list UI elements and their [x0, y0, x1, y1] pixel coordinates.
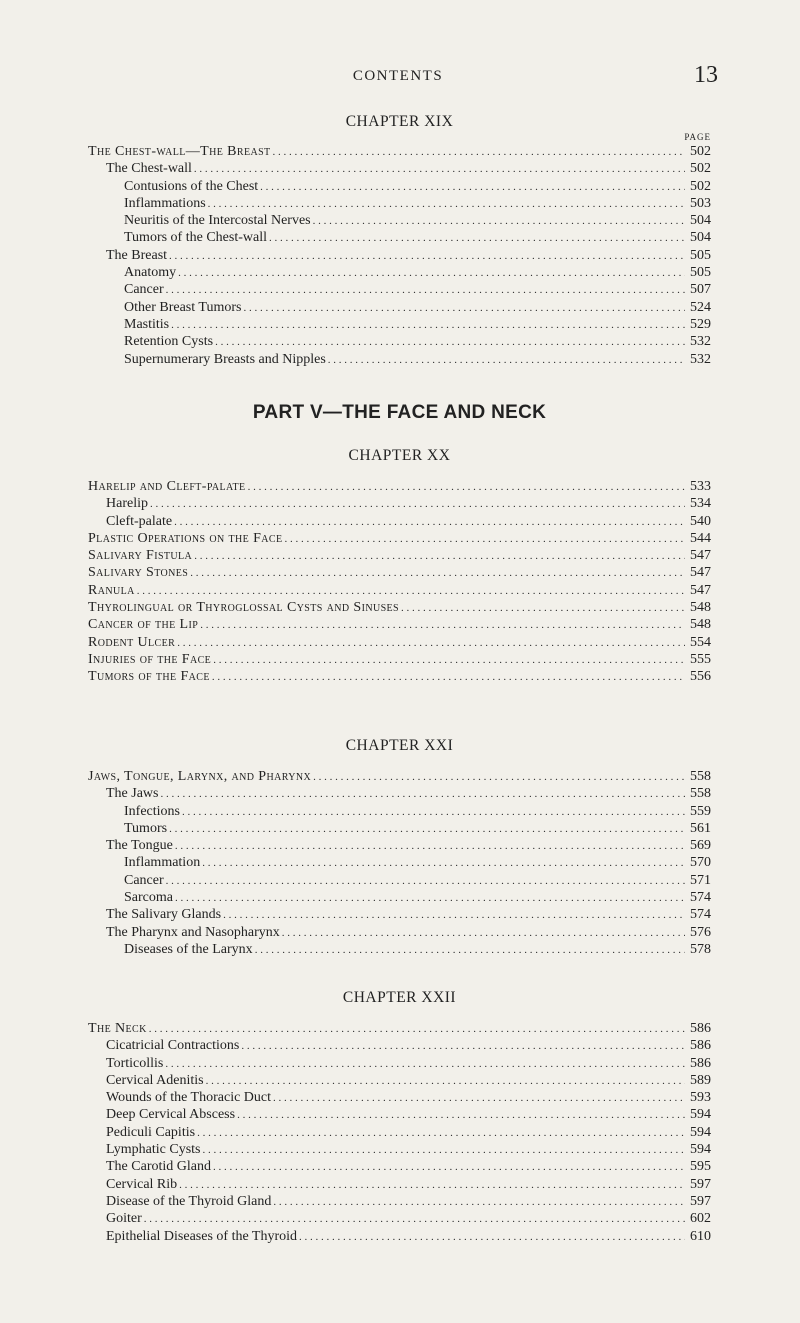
toc-entry-page: 610	[690, 1228, 711, 1244]
chapter-section	[88, 736, 711, 958]
toc-entry-title: Sarcoma	[124, 890, 173, 906]
toc-entry-title: Rodent Ulcer	[88, 634, 176, 650]
toc-entry	[88, 803, 711, 820]
toc-entry-title: Harelip	[106, 496, 148, 512]
toc-entry-title: Cervical Rib	[106, 1176, 178, 1192]
toc-entry-title: Cicatricial Contractions	[106, 1038, 240, 1054]
toc-entry	[88, 1124, 711, 1141]
toc-entry-title: The Tongue	[106, 838, 173, 854]
toc-entry-page: 586	[690, 1038, 711, 1054]
toc-entry	[88, 229, 711, 246]
dot-leader	[194, 161, 685, 177]
toc-entry-title: Torticollis	[106, 1055, 164, 1071]
dot-leader	[213, 1159, 685, 1175]
toc-entry-page: 569	[690, 838, 711, 854]
toc-entry	[88, 247, 711, 264]
dot-leader	[237, 1107, 685, 1123]
toc-entry	[88, 582, 711, 599]
toc-entry-title: Salivary Fistula	[88, 548, 193, 564]
toc-entry-page: 532	[690, 334, 711, 350]
dot-leader	[243, 300, 685, 316]
toc-entry-title: Harelip and Cleft-palate	[88, 479, 246, 494]
toc-entry-title: Thyrolingual or Thyroglossal Cysts and Sinuses	[88, 600, 399, 616]
toc-entry-page: 547	[690, 548, 711, 564]
toc-entry-title: Anatomy	[124, 265, 177, 281]
chapter-entries	[88, 1020, 711, 1245]
dot-leader	[179, 1177, 685, 1193]
toc-entry-page: 594	[690, 1124, 711, 1140]
toc-entry-page: 548	[690, 600, 711, 616]
dot-leader	[169, 248, 685, 264]
toc-entry-title: Epithelial Diseases of the Thyroid	[106, 1228, 298, 1244]
toc-entry-title: The Chest-wall—The Breast	[88, 144, 271, 159]
toc-entry-page: 548	[690, 617, 711, 633]
toc-entry	[88, 478, 711, 495]
toc-entry-page: 595	[690, 1159, 711, 1175]
toc-entry	[88, 854, 711, 871]
toc-entry-page: 589	[690, 1072, 711, 1088]
chapter-title: CHAPTER XX	[348, 447, 451, 464]
toc-entry-title: Disease of the Thyroid Gland	[106, 1193, 272, 1209]
toc-entry	[88, 906, 711, 923]
toc-entry-title: Cancer	[124, 282, 164, 298]
dot-leader	[175, 890, 685, 906]
toc-entry	[88, 889, 711, 906]
toc-entry-page: 574	[690, 890, 711, 906]
toc-entry-title: Tumors of the Face	[88, 669, 210, 685]
toc-entry	[88, 1141, 711, 1158]
toc-entry-title: Neuritis of the Intercostal Nerves	[124, 213, 311, 229]
toc-entry	[88, 1193, 711, 1210]
toc-entry-title: Tumors	[124, 820, 168, 836]
toc-entry-title: The Chest-wall	[106, 161, 192, 177]
dot-leader	[150, 496, 685, 512]
dot-leader	[313, 213, 685, 229]
dot-leader	[313, 769, 685, 785]
toc-entry-title: Cancer	[124, 872, 164, 888]
toc-entry-title: The Breast	[106, 247, 168, 263]
toc-entry-page: 576	[690, 924, 711, 940]
toc-entry	[88, 143, 711, 160]
chapter-entries	[88, 143, 711, 368]
toc-entry	[88, 768, 711, 785]
dot-leader	[208, 196, 685, 212]
dot-leader	[166, 873, 685, 889]
chapter-title: CHAPTER XIX	[345, 113, 454, 130]
dot-leader	[144, 1211, 685, 1227]
toc-entry-page: 529	[690, 316, 711, 332]
dot-leader	[202, 855, 685, 871]
toc-entry	[88, 1020, 711, 1037]
dot-leader	[269, 230, 685, 246]
toc-entry-page: 547	[690, 565, 711, 581]
toc-entry	[88, 513, 711, 530]
dot-leader	[182, 804, 685, 820]
toc-entry-title: Other Breast Tumors	[124, 299, 242, 315]
dot-leader	[169, 821, 685, 837]
toc-entry	[88, 785, 711, 802]
toc-entry-title: Deep Cervical Abscess	[106, 1107, 236, 1123]
dot-leader	[171, 317, 685, 333]
dot-leader	[248, 479, 685, 495]
dot-leader	[149, 1021, 685, 1037]
dot-leader	[190, 565, 685, 581]
toc-entry	[88, 1106, 711, 1123]
toc-entry	[88, 1228, 711, 1245]
toc-entry	[88, 1176, 711, 1193]
dot-leader	[215, 334, 685, 350]
toc-entry-page: 540	[690, 513, 711, 529]
toc-entry-page: 533	[690, 479, 711, 494]
toc-entry-page: 593	[690, 1090, 711, 1106]
toc-entry-page: 558	[690, 786, 711, 802]
toc-entry-page: 534	[690, 496, 711, 512]
toc-entry-title: Ranula	[88, 582, 135, 598]
toc-entry-title: Retention Cysts	[124, 334, 214, 350]
toc-entry-page: 578	[690, 941, 711, 957]
toc-entry-page: 544	[690, 530, 711, 546]
toc-entry	[88, 1158, 711, 1175]
toc-entry	[88, 1089, 711, 1106]
chapter-entries	[88, 478, 711, 686]
running-head	[88, 62, 718, 90]
toc-entry-page: 532	[690, 351, 711, 367]
toc-entry-page: 574	[690, 907, 711, 923]
dot-leader	[273, 144, 685, 160]
toc-entry	[88, 820, 711, 837]
toc-entry-page: 556	[690, 669, 711, 685]
toc-entry-page: 558	[690, 769, 711, 784]
toc-entry-title: Plastic Operations on the Face	[88, 530, 283, 546]
toc-entry-title: Wounds of the Thoracic Duct	[106, 1090, 272, 1106]
toc-entry-title: Jaws, Tongue, Larynx, and Pharynx	[88, 769, 312, 784]
running-head-title: CONTENTS	[352, 68, 444, 84]
toc-entry	[88, 264, 711, 281]
dot-leader	[273, 1194, 685, 1210]
toc-entry-page: 586	[690, 1055, 711, 1071]
toc-entry	[88, 599, 711, 616]
toc-entry	[88, 1037, 711, 1054]
dot-leader	[197, 1125, 685, 1141]
dot-leader	[175, 838, 685, 854]
toc-entry-title: Inflammations	[124, 195, 206, 211]
dot-leader	[200, 617, 685, 633]
toc-entry	[88, 1072, 711, 1089]
chapter-title: CHAPTER XXII	[342, 989, 457, 1006]
toc-entry-title: The Carotid Gland	[106, 1159, 211, 1175]
toc-entry-page: 594	[690, 1142, 711, 1158]
dot-leader	[161, 786, 686, 802]
chapter-title: CHAPTER XXI	[345, 737, 454, 754]
toc-entry-title: Mastitis	[124, 316, 170, 332]
toc-entry	[88, 333, 711, 350]
toc-entry-page: 594	[690, 1107, 711, 1123]
toc-entry-title: Injuries of the Face	[88, 651, 212, 667]
toc-entry-title: The Jaws	[106, 786, 159, 802]
toc-entry-page: 571	[690, 872, 711, 888]
toc-entry	[88, 872, 711, 889]
toc-entry-title: The Neck	[88, 1021, 147, 1036]
toc-entry	[88, 1055, 711, 1072]
dot-leader	[282, 925, 685, 941]
dot-leader	[255, 942, 685, 958]
dot-leader	[194, 548, 685, 564]
toc-entry-page: 504	[690, 230, 711, 246]
dot-leader	[260, 179, 685, 195]
dot-leader	[177, 635, 685, 651]
toc-entry	[88, 281, 711, 298]
dot-leader	[299, 1229, 685, 1245]
toc-entry	[88, 195, 711, 212]
toc-entry-page: 555	[690, 651, 711, 667]
dot-leader	[174, 514, 685, 530]
toc-entry	[88, 941, 711, 958]
toc-entry	[88, 316, 711, 333]
toc-entry-page: 554	[690, 634, 711, 650]
toc-entry	[88, 837, 711, 854]
toc-entry-title: Goiter	[106, 1211, 142, 1227]
toc-entry-page: 507	[690, 282, 711, 298]
toc-entry-page: 505	[690, 265, 711, 281]
dot-leader	[178, 265, 685, 281]
toc-entry-title: Cleft-palate	[106, 513, 173, 529]
toc-entry-page: 561	[690, 820, 711, 836]
toc-entry-title: The Pharynx and Nasopharynx	[106, 924, 280, 940]
toc-entry-title: Salivary Stones	[88, 565, 189, 581]
toc-entry-title: Diseases of the Larynx	[124, 941, 253, 957]
dot-leader	[203, 1142, 686, 1158]
toc-entry	[88, 547, 711, 564]
toc-entry	[88, 160, 711, 177]
part-title: PART V—THE FACE AND NECK	[252, 402, 547, 423]
toc-entry-page: 547	[690, 582, 711, 598]
toc-entry	[88, 495, 711, 512]
toc-entry-title: Cancer of the Lip	[88, 617, 199, 633]
toc-entry	[88, 924, 711, 941]
toc-entry	[88, 651, 711, 668]
toc-entry-page: 524	[690, 299, 711, 315]
toc-entry-title: Pediculi Capitis	[106, 1124, 196, 1140]
dot-leader	[166, 282, 685, 298]
toc-entry	[88, 616, 711, 633]
dot-leader	[213, 652, 685, 668]
toc-entry-page: 502	[690, 161, 711, 177]
toc-entry-page: 504	[690, 213, 711, 229]
toc-entry-title: Cervical Adenitis	[106, 1072, 204, 1088]
toc-entry-title: Infections	[124, 803, 180, 819]
dot-leader	[401, 600, 685, 616]
toc-entry-title: Inflammation	[124, 855, 201, 871]
toc-entry	[88, 299, 711, 316]
dot-leader	[206, 1073, 685, 1089]
toc-entry	[88, 1210, 711, 1227]
dot-leader	[284, 531, 685, 547]
toc-entry-page: 602	[690, 1211, 711, 1227]
dot-leader	[241, 1038, 685, 1054]
dot-leader	[137, 583, 685, 599]
dot-leader	[212, 669, 685, 685]
toc-entry	[88, 634, 711, 651]
toc-entry-page: 597	[690, 1193, 711, 1209]
chapter-entries	[88, 768, 711, 958]
toc-entry	[88, 530, 711, 547]
toc-entry-title: The Salivary Glands	[106, 907, 222, 923]
toc-entry-title: Contusions of the Chest	[124, 178, 259, 194]
toc-entry-page: 597	[690, 1176, 711, 1192]
toc-entry-page: 586	[690, 1021, 711, 1036]
toc-entry-title: Tumors of the Chest-wall	[124, 230, 267, 246]
toc-entry	[88, 212, 711, 229]
toc-entry-page: 505	[690, 247, 711, 263]
chapter-section	[88, 446, 711, 686]
dot-leader	[273, 1090, 685, 1106]
toc-entry-page: 570	[690, 855, 711, 871]
chapter-section	[88, 988, 711, 1245]
toc-entry-page: 502	[690, 144, 711, 159]
page-column-label: PAGE	[684, 132, 711, 142]
toc-entry-page: 559	[690, 803, 711, 819]
dot-leader	[328, 352, 685, 368]
dot-leader	[165, 1056, 685, 1072]
toc-entry-title: Lymphatic Cysts	[106, 1142, 201, 1158]
page-number: 13	[694, 62, 718, 88]
toc-entry	[88, 668, 711, 685]
dot-leader	[223, 907, 685, 923]
toc-entry-page: 503	[690, 195, 711, 211]
toc-entry-title: Supernumerary Breasts and Nipples	[124, 351, 326, 367]
toc-entry	[88, 351, 711, 368]
toc-entry-page: 502	[690, 178, 711, 194]
part-section	[88, 400, 711, 426]
chapter-section	[88, 112, 711, 368]
toc-entry	[88, 564, 711, 581]
toc-entry	[88, 178, 711, 195]
